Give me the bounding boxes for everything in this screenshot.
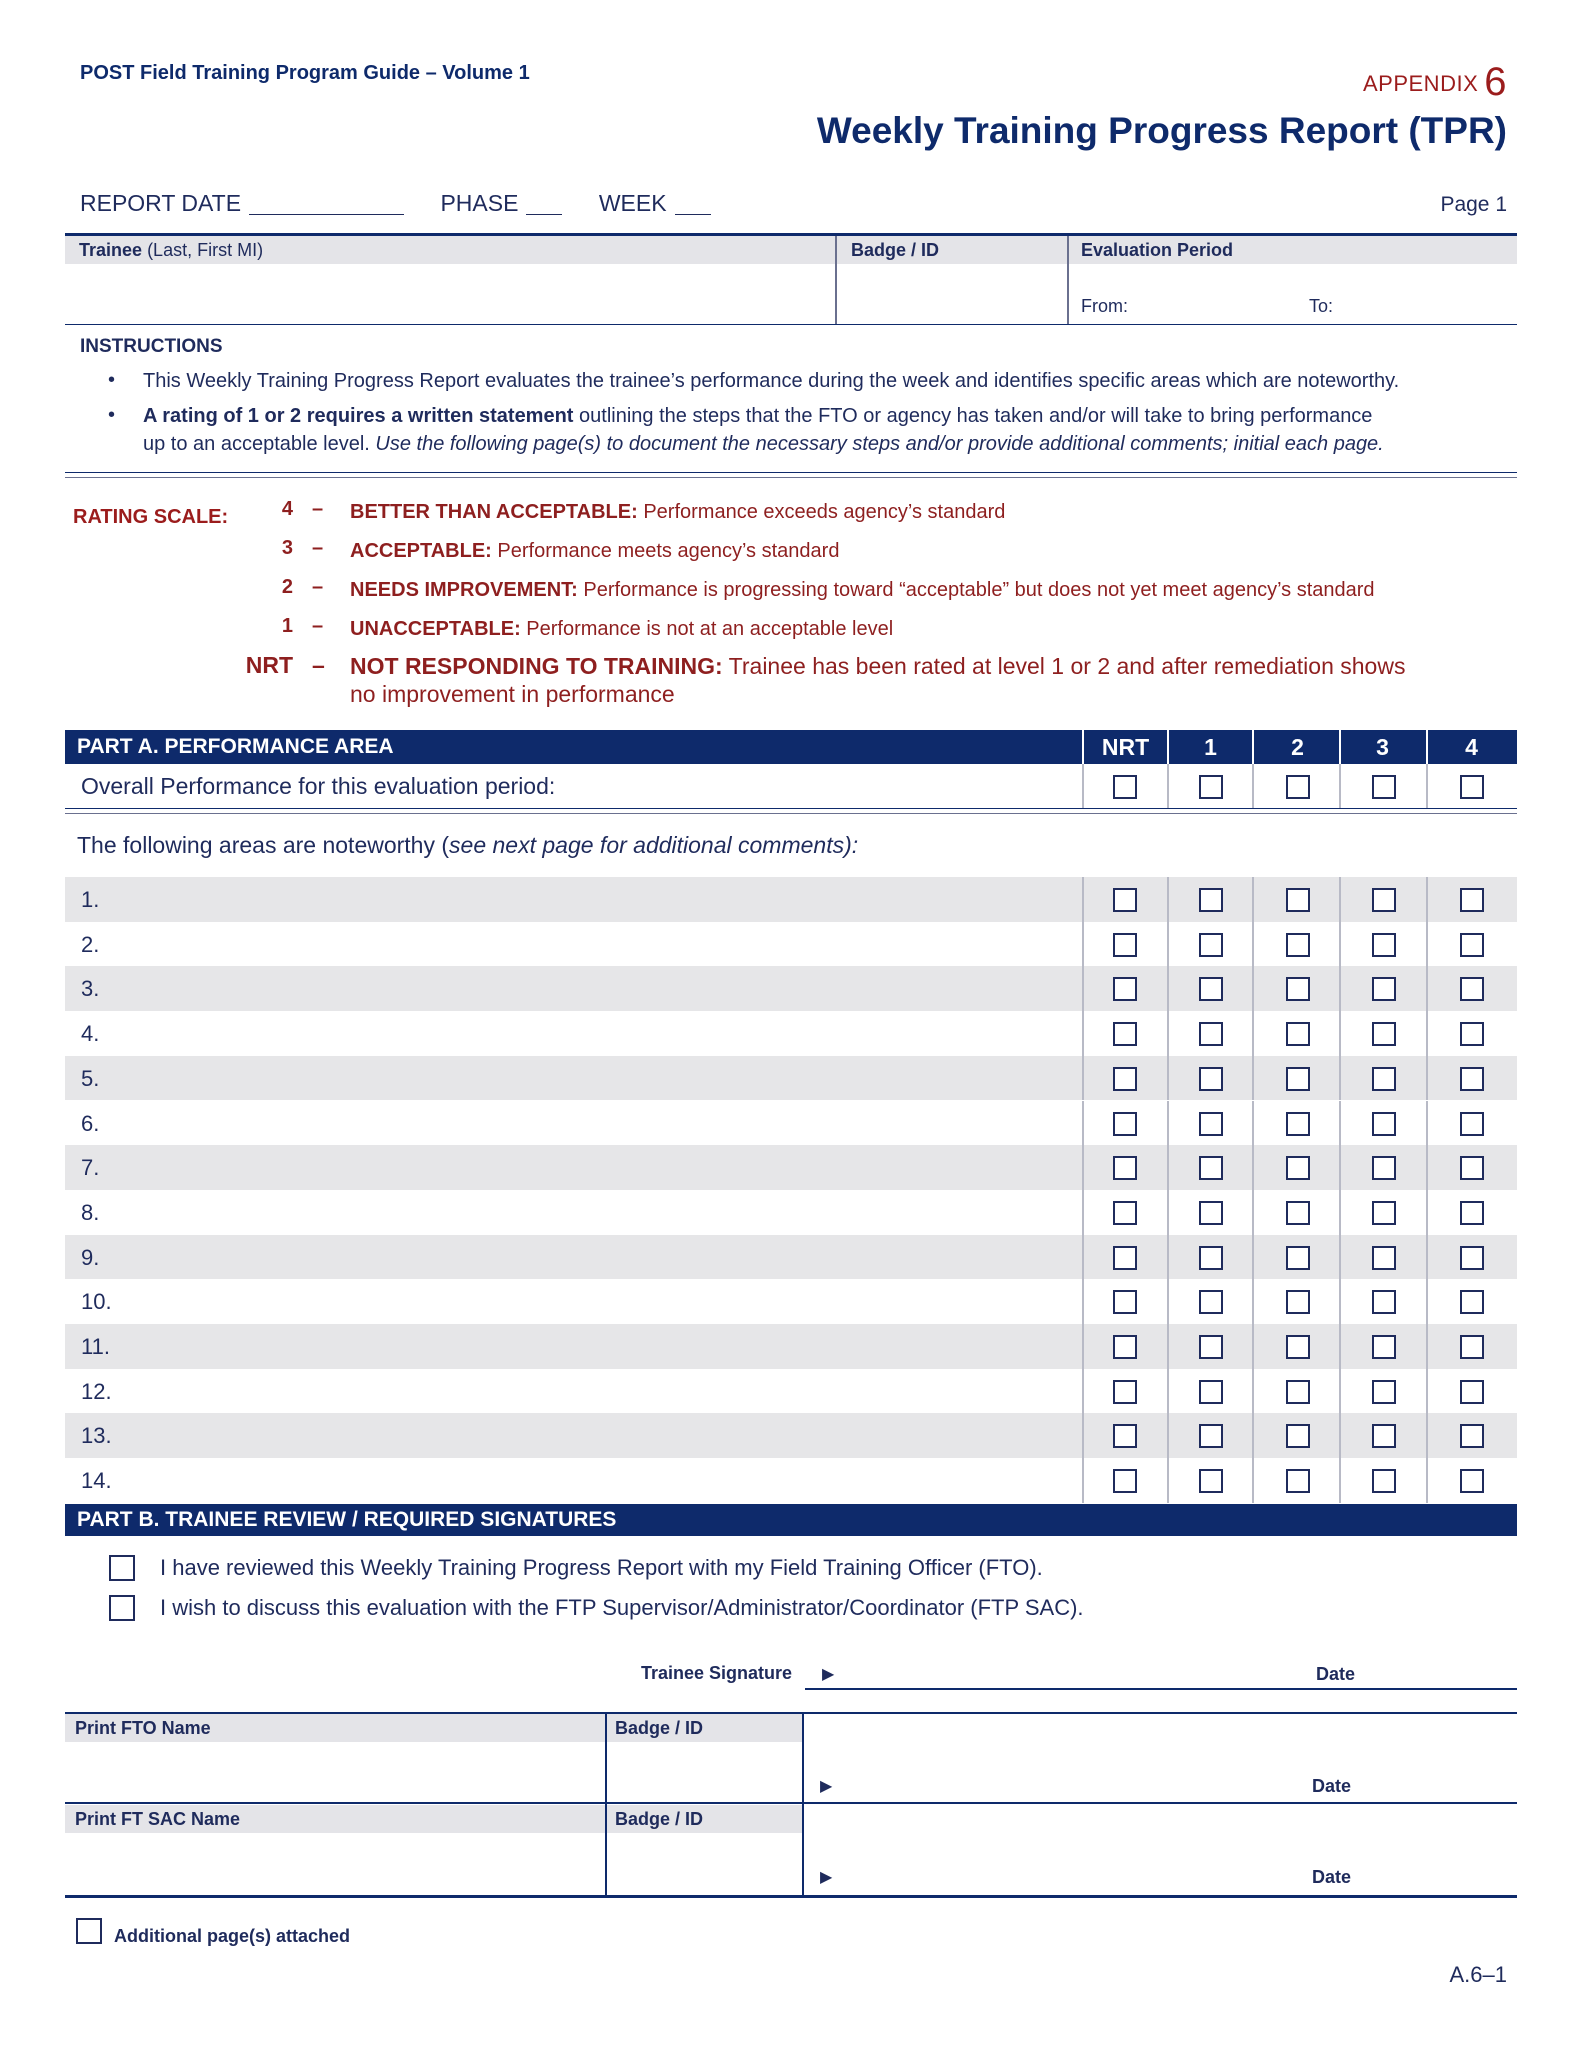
noteworthy-row [65, 1145, 1517, 1190]
noteworthy-row [65, 966, 1517, 1011]
column-separator [1167, 1324, 1169, 1369]
rating-checkbox-1[interactable] [1199, 1201, 1223, 1225]
rating-scale-title: RATING SCALE: [73, 506, 229, 528]
rating-checkbox-1[interactable] [1199, 1022, 1223, 1046]
evaluation-period-label: Evaluation Period [1081, 240, 1234, 260]
rating-checkbox-1[interactable] [1199, 1290, 1223, 1314]
noteworthy-area-field[interactable] [135, 1190, 1075, 1235]
column-separator [1252, 730, 1254, 764]
noteworthy-row [65, 1235, 1517, 1280]
overall-checkbox-3[interactable] [1372, 775, 1396, 799]
rating-checkbox-3[interactable] [1372, 1290, 1396, 1314]
row-number: 4. [81, 1021, 100, 1047]
rating-checkbox-nrt[interactable] [1113, 1246, 1137, 1270]
section-divider [65, 808, 1517, 814]
column-separator [1082, 1458, 1084, 1503]
column-separator [1426, 1369, 1428, 1414]
page-title: Weekly Training Progress Report (TPR) [816, 110, 1507, 151]
signature-table [65, 1712, 1517, 1898]
rating-checkbox-nrt[interactable] [1113, 1335, 1137, 1359]
rating-checkbox-1[interactable] [1199, 933, 1223, 957]
rating-checkbox-4[interactable] [1460, 1067, 1484, 1091]
column-separator [1252, 1101, 1254, 1146]
column-header-1: 1 [1204, 734, 1217, 760]
rating-checkbox-3[interactable] [1372, 977, 1396, 1001]
rating-checkbox-3[interactable] [1372, 1380, 1396, 1404]
trainee-label [79, 240, 263, 261]
column-separator [1167, 1458, 1169, 1503]
rating-checkbox-4[interactable] [1460, 1112, 1484, 1136]
badge-id-label: Badge / ID [851, 240, 940, 260]
instruction-2-bold: A rating of 1 or 2 requires a written statement [143, 405, 574, 427]
rating-checkbox-nrt[interactable] [1113, 1022, 1137, 1046]
rating-checkbox-2[interactable] [1286, 1424, 1310, 1448]
rating-checkbox-nrt[interactable] [1113, 1469, 1137, 1493]
trainee-info-box [65, 233, 1517, 325]
rating-checkbox-2[interactable] [1286, 1022, 1310, 1046]
rating-checkbox-3[interactable] [1372, 1246, 1396, 1270]
rating-checkbox-2[interactable] [1286, 1246, 1310, 1270]
rating-checkbox-1[interactable] [1199, 1469, 1223, 1493]
rating-desc: Performance is progressing toward “acceptable” but does not yet meet agency’s standard [577, 579, 1375, 601]
column-separator [1167, 877, 1169, 922]
column-separator [1082, 877, 1084, 922]
rating-checkbox-nrt[interactable] [1113, 933, 1137, 957]
column-separator [1252, 1056, 1254, 1101]
rating-checkbox-nrt[interactable] [1113, 1067, 1137, 1091]
additional-pages-checkbox[interactable] [76, 1918, 102, 1944]
noteworthy-row [65, 1056, 1517, 1101]
print-fto-name-label: Print FTO Name [75, 1718, 211, 1738]
rating-label: BETTER THAN ACCEPTABLE: [350, 501, 638, 523]
column-separator [1426, 1101, 1428, 1146]
rating-checkbox-nrt[interactable] [1113, 1112, 1137, 1136]
overall-performance-label: Overall Performance for this evaluation period: [81, 773, 556, 799]
overall-performance-row [65, 764, 1517, 808]
trainee-text: Trainee [79, 240, 143, 260]
rating-checkbox-2[interactable] [1286, 1469, 1310, 1493]
column-separator [1252, 966, 1254, 1011]
guide-title: POST Field Training Program Guide – Volume 1 [80, 62, 530, 84]
rating-checkbox-4[interactable] [1460, 1469, 1484, 1493]
column-separator [1339, 1279, 1341, 1324]
column-separator [1426, 1458, 1428, 1503]
rating-label: UNACCEPTABLE: [350, 618, 521, 640]
rating-checkbox-3[interactable] [1372, 1156, 1396, 1180]
column-separator [1426, 1056, 1428, 1101]
arrow-icon: ▶ [820, 1778, 833, 1795]
rating-checkbox-3[interactable] [1372, 933, 1396, 957]
rating-checkbox-nrt[interactable] [1113, 1424, 1137, 1448]
section-divider [65, 472, 1517, 478]
column-separator [1339, 1056, 1341, 1101]
rating-checkbox-3[interactable] [1372, 1201, 1396, 1225]
trainee-signature-label: Trainee Signature [641, 1663, 793, 1683]
rating-number: NRT [245, 652, 293, 678]
column-separator [1426, 1279, 1428, 1324]
row-number: 11. [81, 1334, 110, 1359]
noteworthy-row [65, 1279, 1517, 1324]
rating-checkbox-1[interactable] [1199, 1335, 1223, 1359]
column-separator [1167, 1369, 1169, 1414]
overall-checkbox-4[interactable] [1460, 775, 1484, 799]
overall-checkbox-1[interactable] [1199, 775, 1223, 799]
trainee-hint: (Last, First MI) [147, 240, 264, 260]
rating-checkbox-4[interactable] [1460, 1022, 1484, 1046]
column-separator [1339, 1413, 1341, 1458]
row-number: 13. [81, 1423, 112, 1449]
sac-badge-label: Badge / ID [615, 1809, 704, 1829]
row-number: 5. [81, 1065, 100, 1091]
column-separator [1426, 1324, 1428, 1369]
appendix-label [1363, 60, 1507, 105]
rating-checkbox-4[interactable] [1460, 1424, 1484, 1448]
part-b-title: PART B. TRAINEE REVIEW / REQUIRED SIGNATURES [77, 1508, 617, 1531]
column-separator [1167, 1279, 1169, 1324]
noteworthy-row [65, 1011, 1517, 1056]
fto-signature-field[interactable] [804, 1714, 1517, 1802]
column-separator [1167, 922, 1169, 967]
rating-number: 1 [281, 615, 293, 637]
trainee-box-header-band [65, 236, 1517, 264]
column-separator [1426, 730, 1428, 764]
column-header-3: 3 [1376, 734, 1389, 760]
rating-dash: – [312, 615, 324, 637]
rating-checkbox-4[interactable] [1460, 1201, 1484, 1225]
print-sac-name-label: Print FT SAC Name [75, 1809, 241, 1829]
column-separator [1252, 1279, 1254, 1324]
rating-checkbox-3[interactable] [1372, 1067, 1396, 1091]
column-separator [1252, 922, 1254, 967]
noteworthy-row [65, 1101, 1517, 1146]
noteworthy-area-field[interactable] [135, 1458, 1075, 1503]
rating-checkbox-4[interactable] [1460, 1335, 1484, 1359]
row-number: 9. [81, 1244, 100, 1270]
noteworthy-area-field[interactable] [135, 1145, 1075, 1190]
noteworthy-row [65, 1190, 1517, 1235]
rating-checkbox-nrt[interactable] [1113, 888, 1137, 912]
noteworthy-row [65, 877, 1517, 922]
noteworthy-area-field[interactable] [135, 1279, 1075, 1324]
page-label: Page 1 [1440, 193, 1507, 216]
column-header-2: 2 [1291, 734, 1304, 760]
column-separator [1339, 966, 1341, 1011]
rating-text [350, 537, 1500, 565]
rating-label: NEEDS IMPROVEMENT: [350, 579, 578, 601]
rating-checkbox-1[interactable] [1199, 1156, 1223, 1180]
column-separator [1082, 966, 1084, 1011]
sac-signature-field[interactable] [804, 1804, 1517, 1892]
noteworthy-row [65, 1369, 1517, 1414]
part-a-header [65, 730, 1517, 764]
column-header-nrt: NRT [1101, 734, 1150, 760]
rating-checkbox-1[interactable] [1199, 977, 1223, 1001]
rating-checkbox-nrt[interactable] [1113, 977, 1137, 1001]
noteworthy-area-field[interactable] [135, 1011, 1075, 1056]
overall-checkbox-nrt[interactable] [1113, 775, 1137, 799]
rating-checkbox-4[interactable] [1460, 888, 1484, 912]
week-field[interactable] [675, 194, 711, 215]
noteworthy-row [65, 1413, 1517, 1458]
fto-name-field[interactable] [65, 1743, 605, 1801]
phase-label: PHASE [440, 190, 519, 216]
reviewed-checkbox[interactable] [109, 1555, 135, 1581]
discuss-checkbox[interactable] [109, 1595, 135, 1621]
rating-checkbox-4[interactable] [1460, 1380, 1484, 1404]
divider [1067, 236, 1069, 324]
instruction-2-italic: Use the following page(s) to document the necessary steps and/or provide additional comments; initial each page. [375, 433, 1384, 455]
column-separator [1082, 1190, 1084, 1235]
column-separator [1339, 1369, 1341, 1414]
rating-checkbox-3[interactable] [1372, 1022, 1396, 1046]
noteworthy-area-field[interactable] [135, 1413, 1075, 1458]
noteworthy-area-field[interactable] [135, 922, 1075, 967]
noteworthy-area-field[interactable] [135, 1324, 1075, 1369]
column-separator [1339, 1324, 1341, 1369]
reviewed-text: I have reviewed this Weekly Training Progress Report with my Field Training Officer (FTO). [160, 1555, 1043, 1580]
rating-desc: Performance meets agency’s standard [491, 540, 840, 562]
column-separator [1339, 1011, 1341, 1056]
rating-checkbox-1[interactable] [1199, 1112, 1223, 1136]
rating-checkbox-nrt[interactable] [1113, 1380, 1137, 1404]
noteworthy-area-field[interactable] [135, 1101, 1075, 1146]
rating-number: 2 [281, 576, 293, 598]
rating-checkbox-2[interactable] [1286, 933, 1310, 957]
column-separator [1167, 966, 1169, 1011]
noteworthy-row [65, 1458, 1517, 1503]
rating-checkbox-2[interactable] [1286, 1067, 1310, 1091]
noteworthy-area-field[interactable] [135, 1235, 1075, 1280]
arrow-icon: ▶ [820, 1869, 833, 1886]
report-date-label: REPORT DATE [80, 190, 242, 216]
rating-text [350, 498, 1500, 526]
column-separator [1339, 1101, 1341, 1146]
row-number: 2. [81, 931, 100, 957]
row-number: 14. [81, 1468, 112, 1494]
column-separator [1339, 877, 1341, 922]
trainee-name-field[interactable] [65, 264, 835, 322]
row-number: 1. [81, 887, 100, 912]
badge-id-field[interactable] [837, 264, 1067, 322]
column-separator [1252, 877, 1254, 922]
rating-checkbox-3[interactable] [1372, 888, 1396, 912]
bullet-icon: • [108, 369, 116, 391]
rating-checkbox-2[interactable] [1286, 977, 1310, 1001]
rating-checkbox-3[interactable] [1372, 1424, 1396, 1448]
rating-checkbox-2[interactable] [1286, 1380, 1310, 1404]
appendix-text: APPENDIX [1362, 71, 1479, 96]
rating-label: ACCEPTABLE: [350, 540, 492, 562]
row-number: 8. [81, 1199, 100, 1225]
rating-checkbox-2[interactable] [1286, 1335, 1310, 1359]
rating-checkbox-1[interactable] [1199, 1067, 1223, 1091]
rating-checkbox-3[interactable] [1372, 1469, 1396, 1493]
column-separator [1426, 966, 1428, 1011]
column-separator [1426, 1145, 1428, 1190]
rating-checkbox-nrt[interactable] [1113, 1156, 1137, 1180]
column-separator [1252, 1369, 1254, 1414]
rating-checkbox-2[interactable] [1286, 1156, 1310, 1180]
column-separator [1082, 1011, 1084, 1056]
rating-dash: – [312, 498, 324, 520]
column-separator [1426, 877, 1428, 922]
noteworthy-area-field[interactable] [135, 966, 1075, 1011]
rating-number: 4 [281, 498, 293, 520]
row-number: 3. [81, 976, 100, 1002]
instruction-2-rest: outlining the steps that the FTO or agency has taken and/or will take to bring performance [573, 405, 1373, 427]
column-separator [1082, 1056, 1084, 1101]
week-label: WEEK [598, 190, 667, 216]
column-separator [1167, 1413, 1169, 1458]
rating-checkbox-1[interactable] [1199, 1424, 1223, 1448]
column-separator [1252, 1324, 1254, 1369]
sac-date-label: Date [1312, 1867, 1352, 1887]
column-separator [1082, 1324, 1084, 1369]
rating-label: NOT RESPONDING TO TRAINING: [350, 653, 723, 679]
rating-text [350, 576, 1500, 604]
rating-checkbox-2[interactable] [1286, 888, 1310, 912]
noteworthy-area-field[interactable] [135, 1056, 1075, 1101]
noteworthy-row [65, 1324, 1517, 1369]
sac-badge-field[interactable] [607, 1834, 802, 1892]
column-separator [1167, 1101, 1169, 1146]
part-a-title: PART A. PERFORMANCE AREA [77, 735, 394, 758]
noteworthy-label [77, 832, 858, 859]
rating-checkbox-1[interactable] [1199, 888, 1223, 912]
column-separator [1082, 1235, 1084, 1280]
rating-checkbox-4[interactable] [1460, 1156, 1484, 1180]
rating-checkbox-2[interactable] [1286, 1290, 1310, 1314]
noteworthy-text: The following areas are noteworthy ( [77, 832, 450, 858]
fto-date-label: Date [1312, 1776, 1352, 1796]
rating-checkbox-4[interactable] [1460, 1246, 1484, 1270]
fto-badge-field[interactable] [607, 1743, 802, 1801]
row-number: 10. [81, 1289, 112, 1315]
rating-checkbox-2[interactable] [1286, 1201, 1310, 1225]
discuss-text: I wish to discuss this evaluation with the FTP Supervisor/Administrator/Coordinator (FTP SAC). [160, 1595, 1084, 1620]
rating-checkbox-1[interactable] [1199, 1380, 1223, 1404]
report-date-field[interactable] [249, 194, 404, 215]
trainee-signature-line[interactable] [805, 1688, 1517, 1690]
rating-desc: Performance exceeds agency’s standard [637, 501, 1006, 523]
part-b-header [65, 1504, 1517, 1536]
trainee-date-label: Date [1316, 1664, 1356, 1684]
fto-badge-label: Badge / ID [615, 1718, 704, 1738]
rating-dash: – [312, 652, 325, 678]
bullet-icon: • [108, 404, 116, 426]
column-separator [1082, 1369, 1084, 1414]
column-separator [1082, 1413, 1084, 1458]
rating-checkbox-nrt[interactable] [1113, 1201, 1137, 1225]
additional-pages-label: Additional page(s) attached [114, 1926, 351, 1946]
column-separator [1339, 922, 1341, 967]
column-separator [1339, 1190, 1341, 1235]
column-header-4: 4 [1465, 734, 1478, 760]
rating-checkbox-3[interactable] [1372, 1112, 1396, 1136]
noteworthy-area-field[interactable] [135, 877, 1075, 922]
rating-checkbox-4[interactable] [1460, 1290, 1484, 1314]
rating-dash: – [312, 537, 324, 559]
column-separator [1082, 1279, 1084, 1324]
column-separator [1167, 1145, 1169, 1190]
rating-text [350, 615, 1500, 643]
instruction-2-line2: up to an acceptable level. [143, 433, 376, 455]
column-separator [1339, 1145, 1341, 1190]
rating-checkbox-1[interactable] [1199, 1246, 1223, 1270]
overall-checkbox-2[interactable] [1286, 775, 1310, 799]
column-separator [1082, 922, 1084, 967]
column-separator [1339, 1235, 1341, 1280]
column-separator [1252, 1011, 1254, 1056]
page-number: A.6–1 [1449, 1962, 1507, 1987]
report-line [80, 190, 739, 217]
column-separator [1167, 1190, 1169, 1235]
rating-checkbox-4[interactable] [1460, 977, 1484, 1001]
rating-checkbox-2[interactable] [1286, 1112, 1310, 1136]
rating-desc: Trainee has been rated at level 1 or 2 and after remediation shows no improvement in performance [350, 653, 1406, 707]
rating-checkbox-4[interactable] [1460, 933, 1484, 957]
column-separator [1426, 1413, 1428, 1458]
column-separator [1252, 1190, 1254, 1235]
rating-text [350, 652, 1430, 708]
rating-checkbox-3[interactable] [1372, 1335, 1396, 1359]
column-separator [1167, 1235, 1169, 1280]
rating-desc: Performance is not at an acceptable level [520, 618, 894, 640]
column-separator [1252, 1145, 1254, 1190]
appendix-number: 6 [1484, 60, 1507, 104]
column-separator [1426, 922, 1428, 967]
instruction-1: This Weekly Training Progress Report evaluates the trainee’s performance during the week and identifies specific areas which are noteworthy. [143, 370, 1400, 392]
to-label: To: [1309, 296, 1334, 316]
column-separator [1252, 1413, 1254, 1458]
rating-checkbox-nrt[interactable] [1113, 1290, 1137, 1314]
instruction-2 [143, 402, 1503, 458]
row-number: 6. [81, 1110, 100, 1136]
rating-dash: – [312, 576, 324, 598]
arrow-icon: ▶ [822, 1666, 835, 1683]
phase-field[interactable] [526, 194, 562, 215]
column-separator [1252, 1235, 1254, 1280]
column-separator [1426, 1235, 1428, 1280]
column-separator [1252, 1458, 1254, 1503]
column-separator [1082, 1145, 1084, 1190]
from-label: From: [1081, 296, 1128, 316]
column-separator [1167, 1011, 1169, 1056]
noteworthy-italic: see next page for additional comments): [449, 832, 859, 858]
sac-name-field[interactable] [65, 1834, 605, 1892]
column-separator [1082, 1101, 1084, 1146]
instructions-title: INSTRUCTIONS [80, 336, 223, 357]
column-separator [1339, 1458, 1341, 1503]
rating-number: 3 [281, 537, 293, 559]
noteworthy-area-field[interactable] [135, 1369, 1075, 1414]
row-number: 7. [81, 1155, 100, 1181]
row-number: 12. [81, 1378, 112, 1404]
column-separator [1167, 1056, 1169, 1101]
column-separator [1426, 1190, 1428, 1235]
noteworthy-row [65, 922, 1517, 967]
column-separator [1426, 1011, 1428, 1056]
